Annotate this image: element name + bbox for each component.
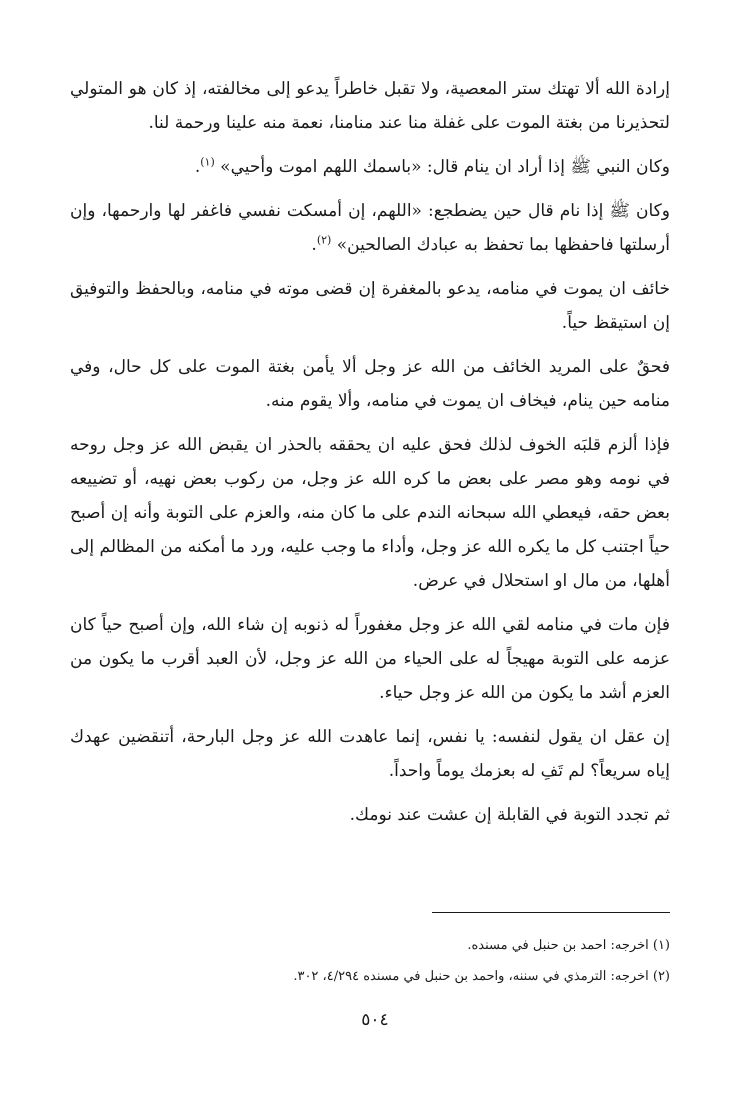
paragraph-1-text: إرادة الله ألا تهتك ستر المعصية، ولا تقبل خاطراً يدعو إلى مخالفته، إذ كان هو المتولي لتحذيرنا من بغتة الموت على غفلة منا عند منامنا، نعمة منه علينا ورحمة لنا.	[70, 79, 670, 133]
paragraph-3	[70, 194, 670, 262]
paragraph-8	[70, 720, 670, 788]
paragraph-1	[70, 72, 670, 140]
paragraph-8-text: إن عقل ان يقول لنفسه: يا نفس، إنما عاهدت الله عز وجل البارحة، أتنقضين عهدك إياه سريعاً؟ لم تَفِ له بعزمك يوماً واحداً.	[70, 727, 670, 781]
page-number: ٥٠٤	[361, 1010, 389, 1030]
footnotes	[70, 930, 670, 992]
paragraph-5	[70, 350, 670, 418]
paragraph-7-text: فإن مات في منامه لقي الله عز وجل مغفوراً له ذنوبه إن شاء الله، وإن أصبح حياً كان عزمه على التوبة مهيجاً له على الحياء من الله عز وجل، لأن العبد أقرب ما يكون من العزم أشد ما يكون من الله عز وجل حياء.	[70, 615, 670, 703]
paragraph-3-text: وكان ﷺ إذا نام قال حين يضطجع: «اللهم، إن أمسكت نفسي فاغفر لها وارحمها، وإن أرسلتها فاحفظها بما تحفظ به عبادك الصالحين»	[70, 201, 670, 255]
footnote-divider	[432, 912, 670, 913]
footnote-1: (١) اخرجه: احمد بن حنبل في مسنده.	[467, 938, 670, 953]
paragraph-2	[70, 150, 670, 184]
main-text	[70, 72, 670, 842]
paragraph-6-text: فإذا ألزم قلبَه الخوف لذلك فحق عليه ان يحققه بالحذر ان يقبض الله عز وجل روحه في نومه وهو مصر على بعض ما كره الله عز وجل، من ركوب بعض نهيه، أو تضييعه بعض حقه، فيعطي الله سبحانه الندم على ما كان منه، والعزم على التوبة وأنه إن أصبح حياً اجتنب كل ما يكره الله عز وجل، وأداء ما وجب عليه، ورد ما أمكنه من المظالم إلى أهلها، من مال او استحلال في عرض.	[70, 435, 670, 591]
paragraph-3-tail: .	[311, 235, 317, 255]
paragraph-4-text: خائف ان يموت في منامه، يدعو بالمغفرة إن قضى موته في منامه، وبالحفظ والتوفيق إن استيقظ حياً.	[70, 279, 670, 333]
paragraph-4	[70, 272, 670, 340]
footnote-ref-1[interactable]: (١)	[200, 155, 215, 169]
paragraph-7	[70, 608, 670, 710]
footnote-ref-2[interactable]: (٢)	[316, 233, 332, 247]
paragraph-5-text: فحقٌ على المريد الخائف من الله عز وجل ألا يأمن بغتة الموت على كل حال، وفي منامه حين ينام، فيخاف ان يموت في منامه، وألا يقوم منه.	[70, 357, 670, 411]
paragraph-9-text: ثم تجدد التوبة في القابلة إن عشت عند نومك.	[349, 805, 670, 825]
paragraph-2-tail: .	[194, 157, 201, 177]
footnote-2: (٢) اخرجه: الترمذي في سننه، واحمد بن حنبل في مسنده ٤/٢٩٤، ٣٠٢.	[293, 969, 670, 984]
paragraph-6	[70, 428, 670, 598]
paragraph-2-text: وكان النبي ﷺ إذا أراد ان ينام قال: «باسمك اللهم اموت وأحيي»	[220, 157, 670, 177]
paragraph-9	[70, 798, 670, 832]
